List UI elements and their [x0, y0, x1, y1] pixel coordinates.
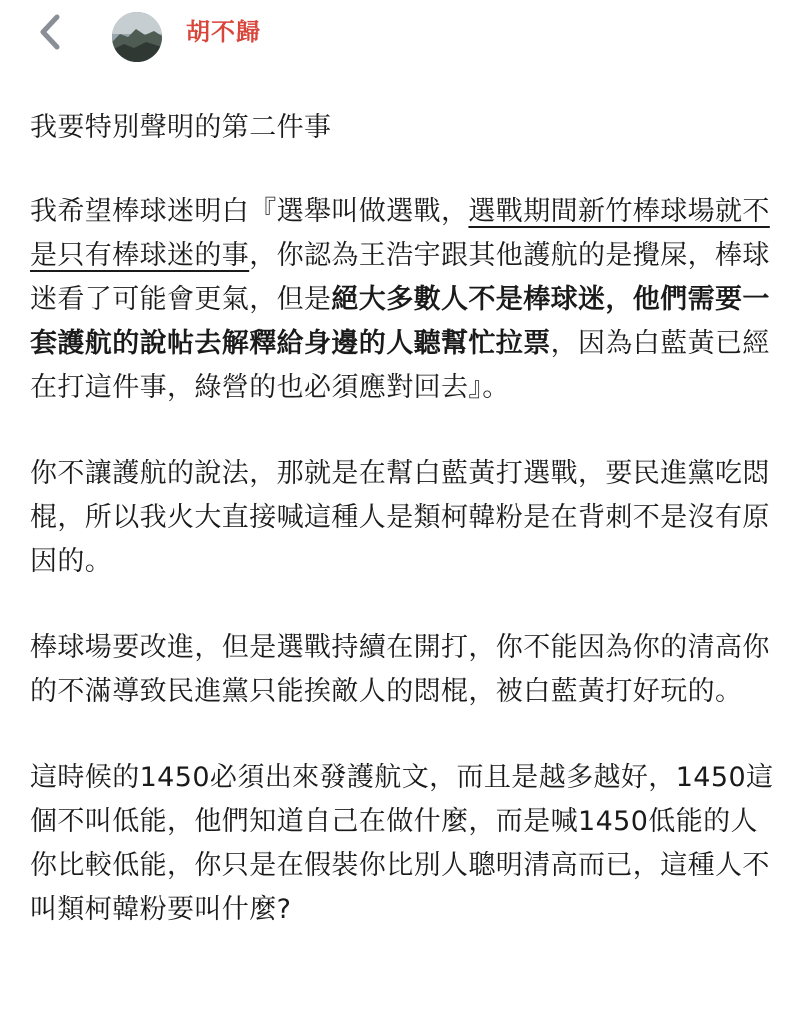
post-content — [30, 106, 778, 932]
post-header — [0, 0, 804, 70]
post-title: 我要特別聲明的第二件事 — [30, 112, 332, 143]
avatar[interactable] — [112, 12, 162, 62]
back-button[interactable] — [30, 12, 70, 52]
avatar-image — [112, 12, 162, 62]
paragraph-1-segment: 我希望棒球迷明白『選舉叫做選戰， — [30, 196, 469, 227]
chevron-left-icon — [38, 13, 62, 51]
paragraph-1 — [30, 190, 778, 410]
paragraph-2: 你不讓護航的說法，那就是在幫白藍黃打選戰，要民進黨吃悶棍，所以我火大直接喊這種人是類柯韓粉是在背刺不是沒有原因的。 — [30, 458, 770, 577]
underlined-text: 選戰期間新竹棒球場就不是只有棒球迷的事 — [30, 196, 770, 271]
paragraph-4: 這時候的1450必須出來發護航文，而且是越多越好，1450這個不叫低能，他們知道自己在做什麼，而是喊1450低能的人你比較低能，你只是在假裝你比別人聰明清高而已，這種人不叫類柯韓粉要叫什麼? — [30, 762, 774, 925]
username[interactable]: 胡不歸 — [186, 18, 261, 46]
paragraph-3: 棒球場要改進，但是選戰持續在開打，你不能因為你的清高你的不滿導致民進黨只能挨敵人的悶棍，被白藍黃打好玩的。 — [30, 632, 770, 707]
bold-text: 絕大多數人不是棒球迷，他們需要一套護航的說帖去解釋給身邊的人聽幫忙拉票 — [30, 284, 770, 359]
paragraph-1-segment: ，因為白藍黃已經在打這件事，綠營的也必須應對回去』。 — [30, 328, 770, 403]
paragraph-1-segment: ，你認為王浩宇跟其他護航的是攪屎，棒球迷看了可能會更氣，但是 — [30, 240, 770, 315]
